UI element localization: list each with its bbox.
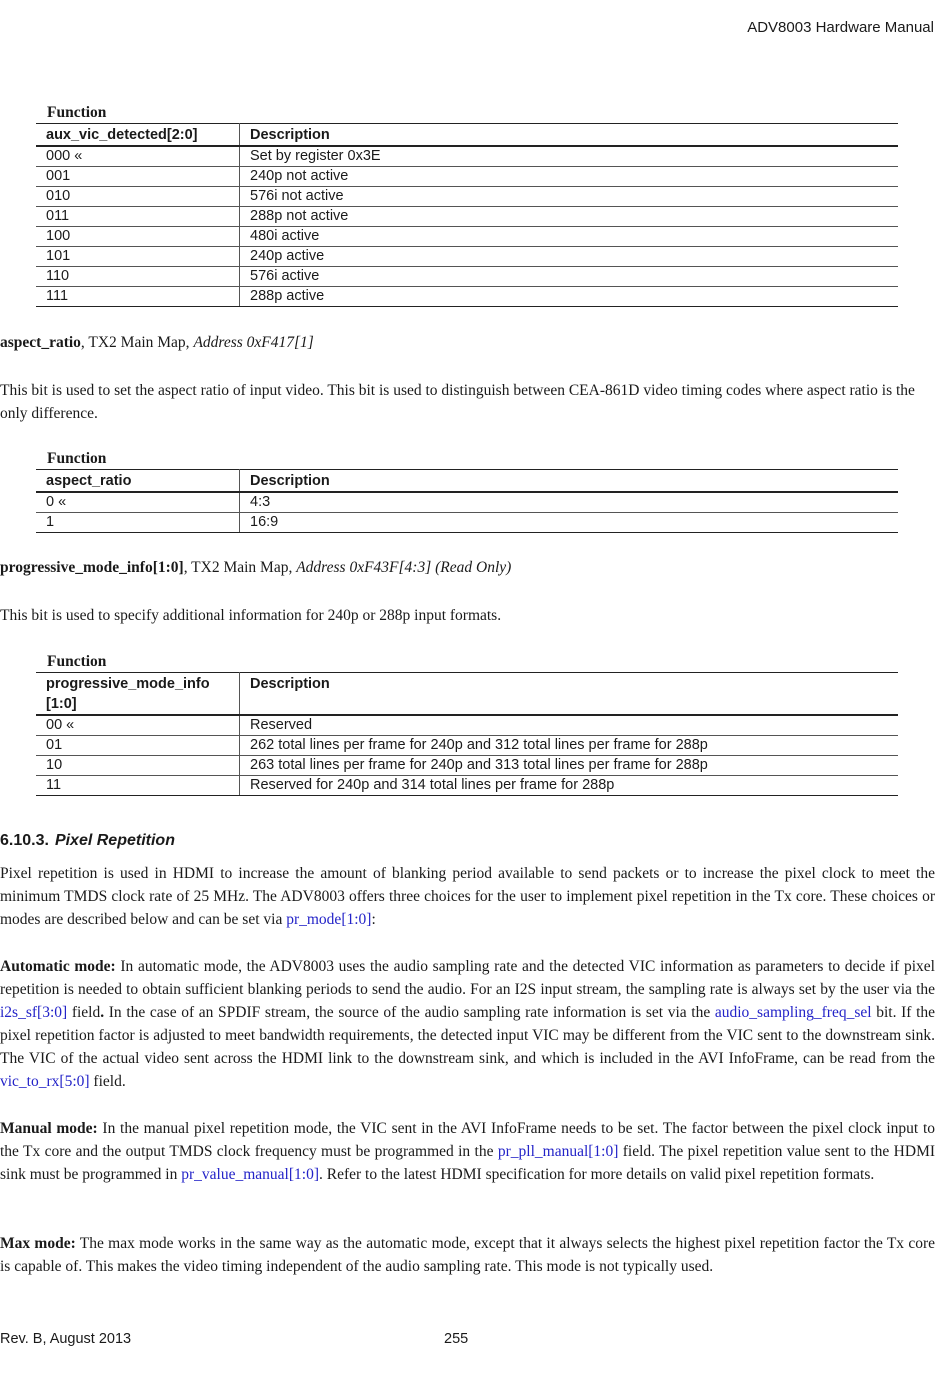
table-row [36, 736, 898, 756]
description-cell: 576i not active [240, 187, 899, 207]
value-cell: 11 [36, 776, 240, 796]
table-row [36, 756, 898, 776]
value-cell: 10 [36, 756, 240, 776]
table-row [36, 247, 898, 267]
value-cell: 01 [36, 736, 240, 756]
description-cell: 262 total lines per frame for 240p and 312 total lines per frame for 288p [240, 736, 899, 756]
audio-sampling-freq-sel-link[interactable]: audio_sampling_freq_sel [714, 1004, 872, 1021]
section-number: 6.10.3. [0, 832, 49, 849]
register-map: , TX2 Main Map, [183, 559, 297, 576]
value-cell: 100 [36, 227, 240, 247]
table-caption: Function [47, 104, 107, 121]
table-caption: Function [47, 450, 107, 467]
automatic-mode-label: Automatic mode: [0, 958, 116, 975]
description-cell: 16:9 [240, 513, 899, 533]
aspect-ratio-register-heading [0, 334, 314, 352]
paragraph-text: bit. If the pixel repetition factor is adjusted to meet bandwidth requirements, the detected input VIC may be different from the VIC sent to the downstream sink. The VIC of the actual video sent across the HDMI link to the downstream sink, and which is included in the AVI InfoFrame, can be read from the [0, 1004, 936, 1067]
header-line: [1:0] [46, 696, 77, 712]
pr-mode-link[interactable]: pr_mode[1:0] [286, 911, 372, 928]
manual-mode-label: Manual mode: [0, 1120, 98, 1137]
paragraph-text: field. The pixel repetition value sent to the HDMI sink must be programmed in [0, 1143, 936, 1183]
table-row [36, 492, 898, 513]
value-cell: 1 [36, 513, 240, 533]
section-heading [0, 832, 175, 850]
document-header-title: ADV8003 Hardware Manual [747, 19, 934, 36]
column-header-value: aspect_ratio [36, 470, 240, 493]
register-address: Address 0xF43F[4:3] (Read Only) [296, 559, 512, 576]
value-cell: 001 [36, 167, 240, 187]
table-row [36, 146, 898, 167]
value-cell: 101 [36, 247, 240, 267]
aux-vic-detected-table [36, 102, 898, 307]
register-address: Address 0xF417[1] [193, 334, 314, 351]
table-row [36, 267, 898, 287]
description-cell: 480i active [240, 227, 899, 247]
description-cell: 240p not active [240, 167, 899, 187]
column-header-description: Description [240, 470, 899, 493]
value-cell: 110 [36, 267, 240, 287]
table-row [36, 207, 898, 227]
value-cell: 000 « [36, 146, 240, 167]
header-line: progressive_mode_info [46, 676, 210, 692]
paragraph-text: . Refer to the latest HDMI specification for more details on valid pixel repetition formats. [318, 1166, 875, 1183]
table-row [36, 167, 898, 187]
manual-mode-paragraph [0, 1117, 935, 1186]
footer-page-number: 255 [444, 1331, 469, 1347]
progressive-mode-info-table [36, 651, 898, 796]
max-mode-label: Max mode: [0, 1235, 76, 1252]
column-header-description: Description [240, 673, 899, 716]
value-cell: 111 [36, 287, 240, 307]
progressive-mode-info-description: This bit is used to specify additional information for 240p or 288p input formats. [0, 607, 502, 624]
vic-to-rx-link[interactable]: vic_to_rx[5:0] [0, 1073, 90, 1090]
description-cell: 240p active [240, 247, 899, 267]
aspect-ratio-table [36, 448, 898, 533]
table-row [36, 513, 898, 533]
progressive-mode-info-register-heading [0, 559, 511, 577]
paragraph-text: . [100, 1004, 105, 1021]
table-row [36, 187, 898, 207]
table-caption: Function [47, 653, 107, 670]
value-cell: 011 [36, 207, 240, 227]
paragraph-text: In automatic mode, the ADV8003 uses the audio sampling rate and the detected VIC information as parameters to decide if pixel repetition is needed to obtain sufficient blanking periods to send the audio. For an I2S input stream, the sampling rate is always set by the user via the [0, 958, 935, 998]
paragraph-text: In the case of an SPDIF stream, the source of the audio sampling rate information is set via the [104, 1004, 715, 1021]
table-row [36, 227, 898, 247]
description-cell: 576i active [240, 267, 899, 287]
description-cell: 263 total lines per frame for 240p and 313 total lines per frame for 288p [240, 756, 899, 776]
pr-pll-manual-link[interactable]: pr_pll_manual[1:0] [497, 1143, 619, 1160]
description-cell: 4:3 [240, 492, 899, 513]
table-row [36, 776, 898, 796]
paragraph-text: The max mode works in the same way as the automatic mode, except that it always selects the highest pixel repetition factor the Tx core is capable of. This makes the video timing independent of the audio sampling rate. This mode is not typically used. [0, 1235, 936, 1275]
description-cell: Reserved [240, 715, 899, 736]
description-cell: 288p active [240, 287, 899, 307]
paragraph-text: field. [89, 1073, 126, 1090]
paragraph-text: In the manual pixel repetition mode, the VIC sent in the AVI InfoFrame needs to be set. The factor between the pixel clock input to the Tx core and the output TMDS clock frequency must be programmed in the [0, 1120, 936, 1160]
table-row [36, 287, 898, 307]
description-cell: Set by register 0x3E [240, 146, 899, 167]
column-header-value: aux_vic_detected[2:0] [36, 124, 240, 147]
max-mode-paragraph [0, 1232, 935, 1278]
paragraph-text: : [371, 911, 376, 928]
register-map: , TX2 Main Map, [80, 334, 194, 351]
register-name: aspect_ratio [0, 334, 81, 351]
table-row [36, 715, 898, 736]
paragraph-text: Pixel repetition is used in HDMI to increase the amount of blanking period available to send packets or to increase the pixel clock to meet the minimum TMDS clock rate of 25 MHz. The ADV8003 offers three choices for the user to implement pixel repetition in the Tx core. These choices or modes are described below and can be set via [0, 865, 935, 928]
value-cell: 010 [36, 187, 240, 207]
automatic-mode-paragraph [0, 955, 935, 1093]
column-header-description: Description [240, 124, 899, 147]
column-header-value [36, 673, 240, 716]
section-title: Pixel Repetition [54, 832, 175, 849]
aspect-ratio-description: This bit is used to set the aspect ratio of input video. This bit is used to distinguish between CEA-861D video timing codes where aspect ratio is the only difference. [0, 382, 915, 422]
paragraph-text: field [67, 1004, 101, 1021]
pr-value-manual-link[interactable]: pr_value_manual[1:0] [181, 1166, 319, 1183]
i2s-sf-link[interactable]: i2s_sf[3:0] [0, 1004, 68, 1021]
register-name: progressive_mode_info[1:0] [0, 559, 184, 576]
description-cell: 288p not active [240, 207, 899, 227]
description-cell: Reserved for 240p and 314 total lines per frame for 288p [240, 776, 899, 796]
pixel-repetition-intro [0, 862, 935, 931]
value-cell: 0 « [36, 492, 240, 513]
value-cell: 00 « [36, 715, 240, 736]
footer-revision: Rev. B, August 2013 [0, 1331, 132, 1347]
